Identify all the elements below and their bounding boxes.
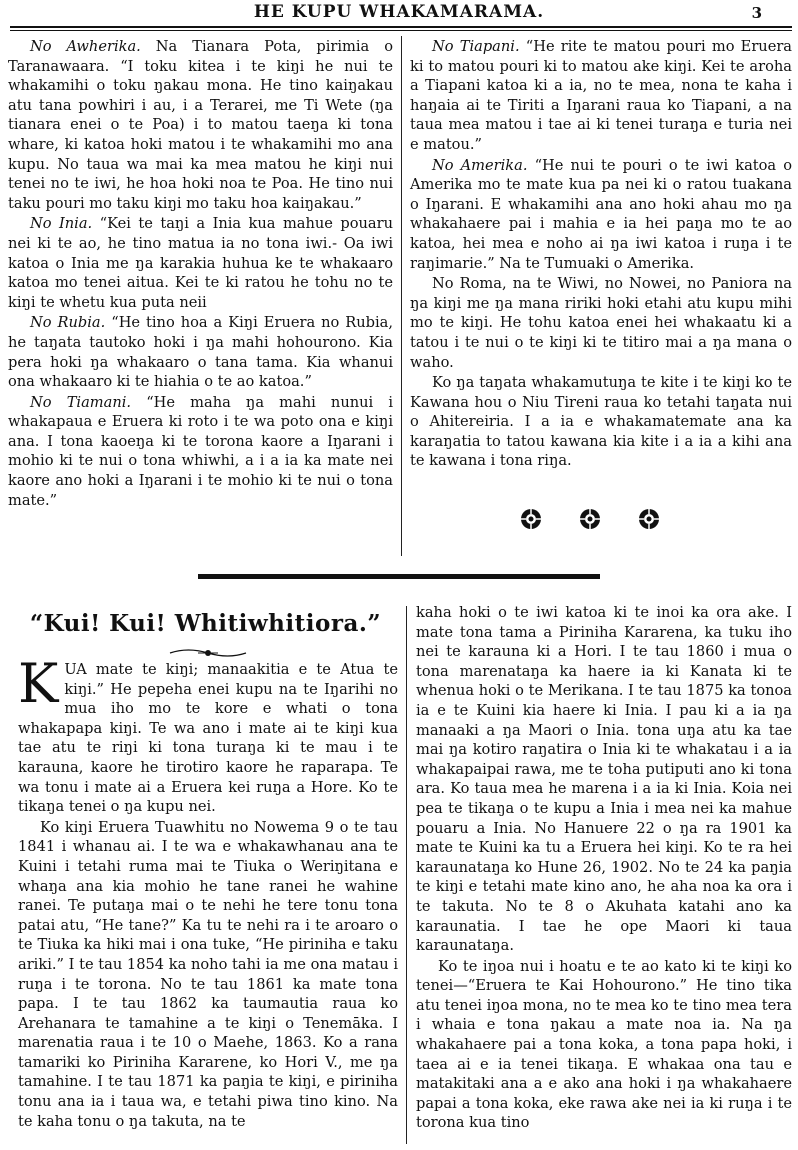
page-number: 3 <box>751 4 762 22</box>
paragraph-text: “He rite te matou pouri mo Eruera ki to matou pouri ki to matou ake kiŋi. Kei te aroha a Tiapani katoa ki a ia, no te mea, nona te kaha i haŋaia ai te Tiriti a Iŋarani raua ko Tiapani, a na taua mea matou i tae ai ki tenei turaŋa e turia nei e matou.” <box>410 38 793 153</box>
paragraph-text: “He tino hoa a Kiŋi Eruera no Rubia, he taŋata tautoko hoki i ŋa mahi hohourono. Kia pera hoki ŋa whakaaro o tana tama. Kia whanui ona whakaaro ki te hiahia o te ao katoa.” <box>8 314 394 391</box>
paragraph-tiapani <box>410 37 792 155</box>
masthead-rule <box>10 26 792 31</box>
flower-ornament-icon <box>579 508 601 530</box>
paragraph-kawana <box>410 373 792 471</box>
article-left-column <box>18 652 398 1132</box>
paragraph-text: UA mate te kiŋi; manaakitia e te Atua te kiŋi.” He pepeha enei kupu na te Iŋarihi no mua iho mo te kore e whati o tona whakapapa kiŋi. Te wa ano i mate ai te kiŋi kua tae atu te riŋi ki tona turaŋa ki te mau i te karauna, kaore he tirotiro kaore he raparapa. Te wa tonu i mate ai a Eruera kei ruŋa a Hore. Ko te tikaŋa tenei o ŋa kupu nei. <box>18 661 398 816</box>
paragraph-rubia <box>8 313 393 391</box>
top-right-column <box>410 37 792 472</box>
article-paragraph: Ko kiŋi Eruera Tuawhitu no Nowema 9 o te tau 1841 i whanau ai. I te wa e whakawhanau ana te Kuini i tetahi ruma mai te Tiuka o Weriŋitana e whaŋa ana kia mohio he tane ranei he wahine ranei. Te putaŋa mai o te nehi he tere tonu tona patai atu, “He tane?” Ka tu te nehi ra i te aroaro o te Tiuka ka hiki mai i ona tuke, “He piriniha e taku ariki.” I te tau 1854 ka noho tahi ia me ona matau i ruŋa i te torona. No te tau 1861 ka mate tona papa. I te tau 1862 ka taumautia raua ko Arehanara te tamahine a te kiŋi o Tenemāka. I marenatia raua i te 10 o Maehe, 1863. Ko a rana tamariki ko Piriniha Kararene, ko Hori V., me ŋa tamahine. I te tau 1871 ka paŋia te kiŋi, e piriniha tonu ana ia i taua wa, e tetahi piwa tino kino. Na te kaha tonu o ŋa takuta, na te <box>18 818 398 1130</box>
paragraph-lead: No Amerika. <box>432 156 528 174</box>
flower-ornament-icon <box>638 508 660 530</box>
paragraph-text: Ko ŋa taŋata whakamutuŋa te kite i te kiŋi ko te Kawana hou o Niu Tireni raua ko tetahi taŋata nui o Ahitereiria. I a ia e whakamatemate ana ka karaŋatia to tatou kawana kia kite i a ia a kihi ana te kawana i tona riŋa. <box>410 374 792 470</box>
paragraph-amerika <box>410 156 792 274</box>
paragraph-tiamani <box>8 393 393 511</box>
paragraph-text: Na Tianara Pota, pirimia o Taranawaara. “I toku kitea i te kiŋi he nui te whakamihi o toku ŋakau mona. He tino kaiŋakau atu tana powhiri i au, i a Terarei, me Ti Wete (ŋa tianara enei o te Poa) i to matou taeŋa ki tona whare, ki katoa hoki matou i te whakamihi mo ana kupu. No taua wa mai ka mea matou he kiŋi nui tenei no te iwi, he hoa hoki noa te Poa. He tino nui taku pouri mo taku kiŋi mo taku hoa kaiŋakau.” <box>8 38 393 212</box>
paragraph-lead: No Tiapani. <box>432 38 520 55</box>
paragraph-text: “He nui te pouri o te iwi katoa o Amerika mo te mate kua pa nei ki o ratou tuakana o Iŋarani. E whakamihi ana ano hoki ahau mo ŋa whakahaere pai i mahia e ia hei paŋa mo te ao katoa, hei mea e noho ai ŋa iwi katoa i ruŋa i te raŋimarie.” Na te Tumuaki o Amerika. <box>410 156 792 272</box>
section-divider <box>198 574 600 579</box>
paragraph-inia <box>8 214 393 312</box>
page-title: HE KUPU WHAKAMARAMA. <box>253 2 545 22</box>
paragraph-lead: No Awherika. <box>30 38 141 55</box>
paragraph-lead: No Inia. <box>30 215 93 233</box>
article-right-column <box>416 603 792 1134</box>
paragraph-text: No Roma, na te Wiwi, no Nowei, no Paniora na ŋa kiŋi me ŋa mana ririki hoki etahi atu kupu mihi mo te kiŋi. He tohu katoa enei hei whakaatu ki a tatou i te nui o te kiŋi ki te titiro mai a ŋa mana o waho. <box>410 275 792 371</box>
paragraph-text: “Kei te taŋi a Inia kua mahue pouaru nei ki te ao, he tino matua ia no tona iwi.- Oa iwi katoa o Inia me ŋa karakia huhua ke te whakaaro katoa mo tenei aitua. Kei te ki ratou he tohu no te kiŋi te whetu kua puta neii <box>8 215 393 311</box>
article-paragraph: Ko te iŋoa nui i hoatu e te ao kato ki te kiŋi ko tenei—“Eruera te Kai Hohourono.” He tino tika atu tenei iŋoa mona, no te mea ko te tino mea tera i whaia e tona ŋakau a mate noa ia. Na ŋa whakahaere pai a tona koka, a tona papa hoki, i taea ai e ia tenei tikaŋa. E whakaa ona tau e matakitaki ana a e ako ana hoki i ŋa whakahaere papai a tona koka, eke rawa ake nei ia ki ruŋa i te torona kua tino <box>416 957 792 1132</box>
paragraph-roma <box>410 274 792 372</box>
paragraph-text: “He maha ŋa mahi nunui i whakapaua e Eruera ki roto i te wa poto ona e kiŋi ana. I tona kaoeŋa ki te torona kaore a Iŋarani i mohio ki te nui o tona whiwhi, a i a ia ka mate nei kaore ano hoki a Iŋarani i te mohio ki te nui o tona mate.” <box>8 393 393 509</box>
flower-ornament-icon <box>520 508 542 530</box>
article-paragraph: kaha hoki o te iwi katoa ki te inoi ka ora ake. I mate tona tama a Piriniha Kararena, ka tuku iho nei te karauna ki a Hori. I te tau 1860 i mua o tona marenataŋa ka haere ia ki Kanata ki te whenua hoki o te Merikana. I te tau 1875 ka tonoa ia e te Kuini kia haere ki Inia. I pau ki a ia ŋa manaaki a ŋa Maori o Inia. tona uŋa atu ka tae mai ŋa kotiro raŋatira o Inia ki te whakatau i a ia whakapaipai rawa, me te toha putiputi ano ki tona ara. Ko taua mea he marena i a ia ki Inia. Koia nei pea te tikaŋa o te kupu a Inia i mea nei ka mahue pouaru a Inia. No Hanuere 22 o ŋa ra 1901 ka mate te Kuini ka tu a Eruera hei kiŋi. Ko te ra hei karaunataŋa ko Hune 26, 1902. No te 24 ka paŋia te kiŋi e tetahi mate kino ano, he aha noa ka ora i te takuta. No te 8 o Akuhata katahi ano ka karaunatia. I tae he ope Maori ki taua karaunataŋa. <box>416 604 792 955</box>
article-paragraph <box>18 652 398 817</box>
top-left-column <box>8 37 393 511</box>
paragraph-lead: No Tiamani. <box>30 393 132 411</box>
paragraph-awherika <box>8 37 393 213</box>
masthead <box>0 0 798 30</box>
article-headline: “Kui! Kui! Whitiwhitiora.” <box>29 610 382 637</box>
drop-cap: K <box>18 652 59 715</box>
flourish-ornament-icon <box>168 645 248 661</box>
column-rule-top <box>401 36 402 556</box>
paragraph-lead: No Rubia. <box>30 314 106 332</box>
column-rule-bottom <box>406 606 407 1144</box>
ornament-row <box>520 508 660 532</box>
